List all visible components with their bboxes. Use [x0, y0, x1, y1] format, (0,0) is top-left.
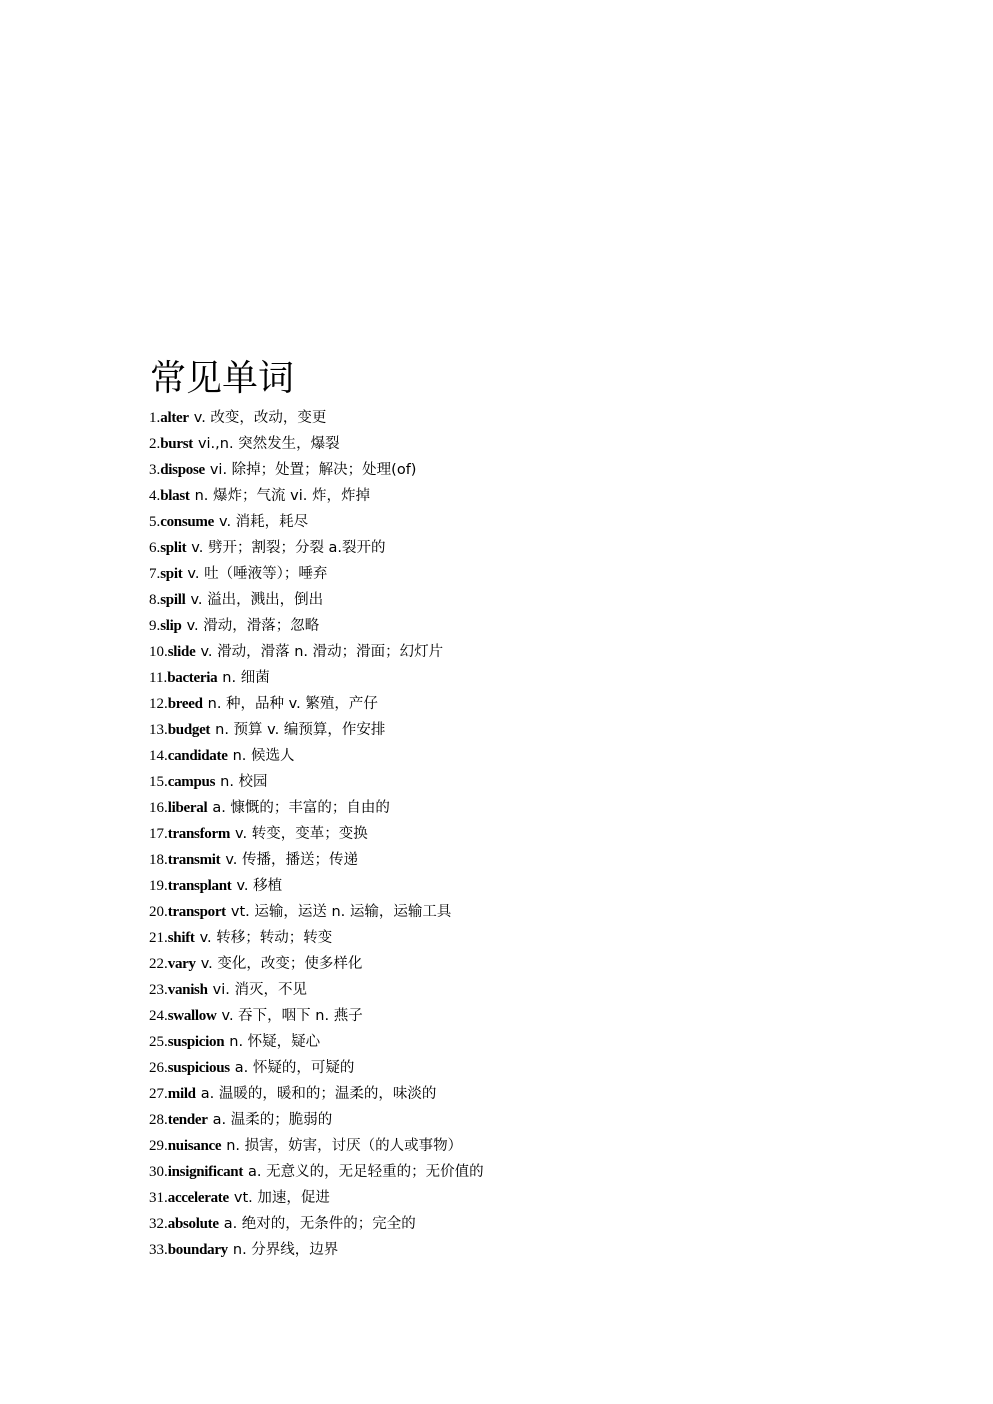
entry-word: spit [160, 566, 183, 582]
vocab-entry [149, 1211, 484, 1237]
entry-word: suspicion [167, 1034, 225, 1050]
entry-definition: a. 慷慨的；丰富的；自由的 [212, 800, 390, 816]
entry-definition: v. 移植 [236, 878, 283, 894]
vocab-entry [149, 1159, 484, 1185]
entry-number: 18. [149, 852, 168, 868]
vocab-entry [149, 1055, 484, 1081]
entry-definition: n. 细菌 [222, 670, 270, 686]
entry-word: insignificant [167, 1164, 244, 1180]
entry-number: 2. [149, 436, 161, 452]
entry-word: accelerate [167, 1190, 229, 1206]
entry-word: transplant [167, 878, 232, 894]
entry-definition: a. 温柔的；脆弱的 [212, 1112, 333, 1128]
vocab-entry [149, 639, 484, 665]
vocab-entry [149, 1185, 484, 1211]
entry-word: nuisance [167, 1138, 222, 1154]
entry-definition: v. 吞下，咽下 n. 燕子 [221, 1008, 363, 1024]
entry-definition: vt. 加速，促进 [233, 1190, 330, 1206]
vocab-entry [149, 1107, 484, 1133]
vocab-entry [149, 587, 484, 613]
entry-number: 5. [149, 514, 161, 530]
vocab-entry [149, 821, 484, 847]
entry-number: 15. [149, 774, 168, 790]
vocab-entry [149, 1133, 484, 1159]
entry-word: consume [160, 514, 214, 530]
entry-word: split [160, 540, 187, 556]
entry-definition: a. 温暖的，暖和的；温柔的，味淡的 [200, 1086, 437, 1102]
vocab-entry [149, 769, 484, 795]
entry-number: 10. [149, 644, 168, 660]
entry-word: absolute [167, 1216, 219, 1232]
entry-word: transport [167, 904, 226, 920]
entry-word: candidate [167, 748, 228, 764]
entry-number: 24. [149, 1008, 168, 1024]
entry-definition: n. 预算 v. 编预算，作安排 [215, 722, 386, 738]
entry-number: 13. [149, 722, 168, 738]
entry-number: 4. [149, 488, 161, 504]
vocab-entry [149, 509, 484, 535]
vocab-entry [149, 717, 484, 743]
entry-number: 32. [149, 1216, 168, 1232]
entry-word: breed [167, 696, 203, 712]
page-title: 常见单词 [150, 358, 295, 399]
entry-definition: v. 消耗，耗尽 [218, 514, 309, 530]
entry-number: 25. [149, 1034, 168, 1050]
entry-definition: n. 种，品种 v. 繁殖，产仔 [207, 696, 378, 712]
entry-number: 14. [149, 748, 168, 764]
entry-word: transform [167, 826, 231, 842]
vocabulary-list [149, 405, 484, 1263]
entry-number: 16. [149, 800, 168, 816]
entry-number: 21. [149, 930, 168, 946]
entry-word: bacteria [167, 670, 218, 686]
entry-word: alter [160, 410, 189, 426]
entry-number: 33. [149, 1242, 168, 1258]
entry-number: 1. [149, 410, 161, 426]
entry-definition: v. 改变，改动，变更 [193, 410, 327, 426]
vocab-entry [149, 743, 484, 769]
entry-word: shift [167, 930, 195, 946]
vocab-entry [149, 561, 484, 587]
entry-definition: n. 候选人 [232, 748, 295, 764]
entry-definition: vi. 消灭，不见 [212, 982, 307, 998]
entry-word: slip [160, 618, 182, 634]
entry-number: 7. [149, 566, 161, 582]
entry-number: 8. [149, 592, 161, 608]
entry-word: budget [167, 722, 211, 738]
vocab-entry [149, 665, 484, 691]
entry-number: 20. [149, 904, 168, 920]
entry-definition: v. 溢出，溅出，倒出 [190, 592, 324, 608]
vocab-entry [149, 1003, 484, 1029]
entry-number: 28. [149, 1112, 168, 1128]
vocab-entry [149, 1237, 484, 1263]
vocab-entry [149, 795, 484, 821]
entry-number: 22. [149, 956, 168, 972]
entry-definition: n. 分界线，边界 [232, 1242, 339, 1258]
entry-definition: vi. 除掉；处置；解决；处理(of) [209, 462, 417, 478]
entry-word: suspicious [167, 1060, 230, 1076]
entry-definition: a. 无意义的，无足轻重的；无价值的 [248, 1164, 484, 1180]
entry-word: campus [167, 774, 216, 790]
entry-word: spill [160, 592, 186, 608]
vocab-entry [149, 483, 484, 509]
entry-word: boundary [167, 1242, 228, 1258]
entry-definition: v. 吐（唾液等）；唾弃 [187, 566, 328, 582]
vocab-entry [149, 925, 484, 951]
vocab-entry [149, 899, 484, 925]
entry-word: vanish [167, 982, 208, 998]
entry-word: dispose [160, 462, 205, 478]
entry-definition: vi.,n. 突然发生，爆裂 [197, 436, 340, 452]
entry-definition: n. 损害，妨害，讨厌（的人或事物） [226, 1138, 463, 1154]
entry-definition: a. 怀疑的，可疑的 [234, 1060, 355, 1076]
entry-definition: v. 传播，播送；传递 [225, 852, 359, 868]
vocab-entry [149, 691, 484, 717]
entry-word: transmit [167, 852, 221, 868]
entry-number: 17. [149, 826, 168, 842]
entry-number: 19. [149, 878, 168, 894]
entry-word: mild [167, 1086, 196, 1102]
entry-number: 27. [149, 1086, 168, 1102]
vocab-entry [149, 457, 484, 483]
entry-definition: v. 转移；转动；转变 [199, 930, 333, 946]
entry-word: swallow [167, 1008, 217, 1024]
vocab-entry [149, 405, 484, 431]
vocab-entry [149, 613, 484, 639]
entry-word: vary [167, 956, 196, 972]
vocab-entry [149, 951, 484, 977]
entry-definition: n. 校园 [220, 774, 268, 790]
entry-number: 6. [149, 540, 161, 556]
vocab-entry [149, 431, 484, 457]
vocab-entry [149, 535, 484, 561]
entry-number: 12. [149, 696, 168, 712]
entry-number: 29. [149, 1138, 168, 1154]
entry-definition: vt. 运输，运送 n. 运输，运输工具 [230, 904, 452, 920]
vocab-entry [149, 1081, 484, 1107]
entry-number: 9. [149, 618, 161, 634]
vocab-entry [149, 977, 484, 1003]
vocab-entry [149, 847, 484, 873]
entry-number: 3. [149, 462, 161, 478]
entry-number: 26. [149, 1060, 168, 1076]
entry-number: 23. [149, 982, 168, 998]
entry-definition: v. 滑动，滑落；忽略 [186, 618, 320, 634]
entry-definition: a. 绝对的，无条件的；完全的 [223, 1216, 416, 1232]
entry-word: liberal [167, 800, 208, 816]
entry-number: 31. [149, 1190, 168, 1206]
entry-word: tender [167, 1112, 208, 1128]
entry-definition: v. 转变，变革；变换 [235, 826, 368, 842]
entry-word: burst [160, 436, 193, 452]
entry-word: slide [167, 644, 196, 660]
entry-definition: v. 变化，改变；使多样化 [200, 956, 363, 972]
entry-number: 30. [149, 1164, 168, 1180]
entry-definition: n. 爆炸；气流 vi. 炸，炸掉 [194, 488, 370, 504]
entry-definition: v. 滑动，滑落 n. 滑动；滑面；幻灯片 [200, 644, 444, 660]
entry-word: blast [160, 488, 190, 504]
entry-definition: v. 劈开；割裂；分裂 a.裂开的 [191, 540, 386, 556]
vocab-entry [149, 873, 484, 899]
vocab-entry [149, 1029, 484, 1055]
entry-definition: n. 怀疑，疑心 [229, 1034, 321, 1050]
entry-number: 11. [149, 670, 168, 686]
